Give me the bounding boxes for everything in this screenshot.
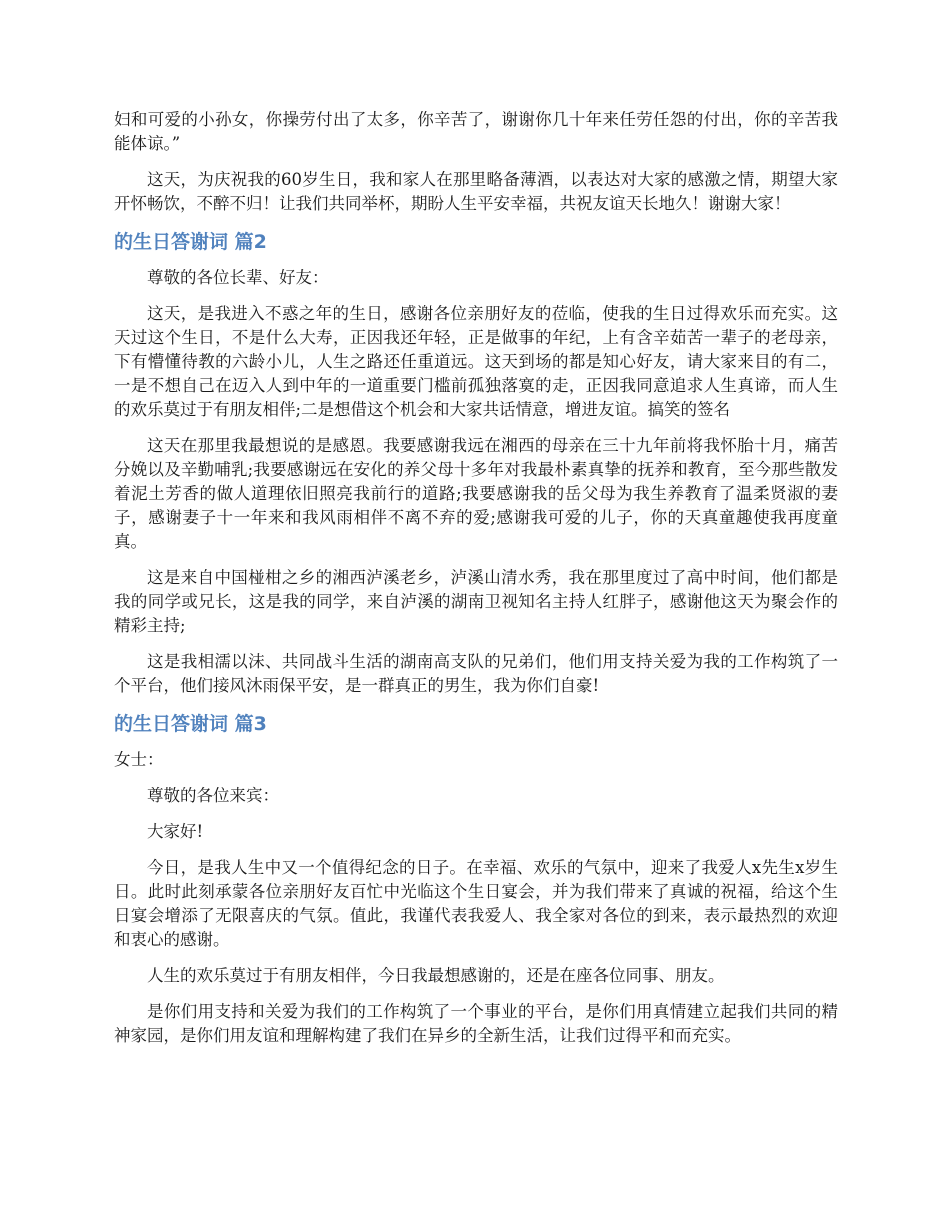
greeting: 尊敬的各位来宾：: [147, 786, 279, 805]
section-heading-2: 的生日答谢词 篇2: [114, 231, 267, 253]
salutation: 女士：: [114, 750, 164, 769]
paragraph: 这天，为庆祝我的60岁生日，我和家人在那里略备薄酒，以表达对大家的感激之情，期望大家开怀畅饮，不醉不归！让我们共同举杯，期盼人生平安幸福，共祝友谊天长地久！谢谢大家！: [114, 170, 838, 213]
paragraph: 是你们用支持和关爱为我们的工作构筑了一个事业的平台，是你们用真情建立起我们共同的精神家园，是你们用友谊和理解构建了我们在异乡的全新生活，让我们过得平和而充实。: [114, 1002, 838, 1045]
greeting: 大家好!: [147, 822, 204, 841]
paragraph: 人生的欢乐莫过于有朋友相伴，今日我最想感谢的，还是在座各位同事、朋友。: [147, 966, 725, 985]
paragraph: 今日，是我人生中又一个值得纪念的日子。在幸福、欢乐的气氛中，迎来了我爱人x先生x岁生日。此时此刻承蒙各位亲朋好友百忙中光临这个生日宴会，并为我们带来了真诚的祝福，给这个生日宴会增添了无限喜庆的气氛。值此，我谨代表我爱人、我全家对各位的到来，表示最热烈的欢迎和衷心的感谢。: [114, 858, 838, 949]
paragraph: 这天，是我进入不惑之年的生日，感谢各位亲朋好友的莅临，使我的生日过得欢乐而充实。这天过这个生日，不是什么大寿，正因我还年轻，正是做事的年纪，上有含辛茹苦一辈子的老母亲，下有懵懂待教的六龄小儿，人生之路还任重道远。这天到场的都是知心好友，请大家来目的有二，一是不想自己在迈入人到中年的一道重要门槛前孤独落寞的走，正因我同意追求人生真谛，而人生的欢乐莫过于有朋友相伴;二是想借这个机会和大家共话情意，增进友谊。搞笑的签名: [114, 304, 838, 419]
section-heading-3: 的生日答谢词 篇3: [114, 713, 267, 735]
paragraph: 这天在那里我最想说的是感恩。我要感谢我远在湘西的母亲在三十九年前将我怀胎十月，痛苦分娩以及辛勤哺乳;我要感谢远在安化的养父母十多年对我最朴素真挚的抚养和教育，至今那些散发着泥土芳香的做人道理依旧照亮我前行的道路;我要感谢我的岳父母为我生养教育了温柔贤淑的妻子，感谢妻子十一年来和我风雨相伴不离不弃的爱;感谢我可爱的儿子，你的天真童趣使我再度童真。: [114, 436, 838, 551]
document-page: [114, 108, 838, 1060]
paragraph: 这是我相濡以沫、共同战斗生活的湖南高支队的兄弟们，他们用支持关爱为我的工作构筑了一个平台，他们接风沐雨保平安，是一群真正的男生，我为你们自豪!: [114, 652, 838, 695]
paragraph: 这是来自中国椪柑之乡的湘西泸溪老乡，泸溪山清水秀，我在那里度过了高中时间，他们都是我的同学或兄长，这是我的同学，来自泸溪的湖南卫视知名主持人红胖子，感谢他这天为聚会作的精彩主持;: [114, 568, 838, 635]
paragraph: 妇和可爱的小孙女，你操劳付出了太多，你辛苦了，谢谢你几十年来任劳任怨的付出，你的辛苦我能体谅。”: [114, 110, 838, 153]
greeting: 尊敬的各位长辈、好友：: [147, 268, 329, 287]
